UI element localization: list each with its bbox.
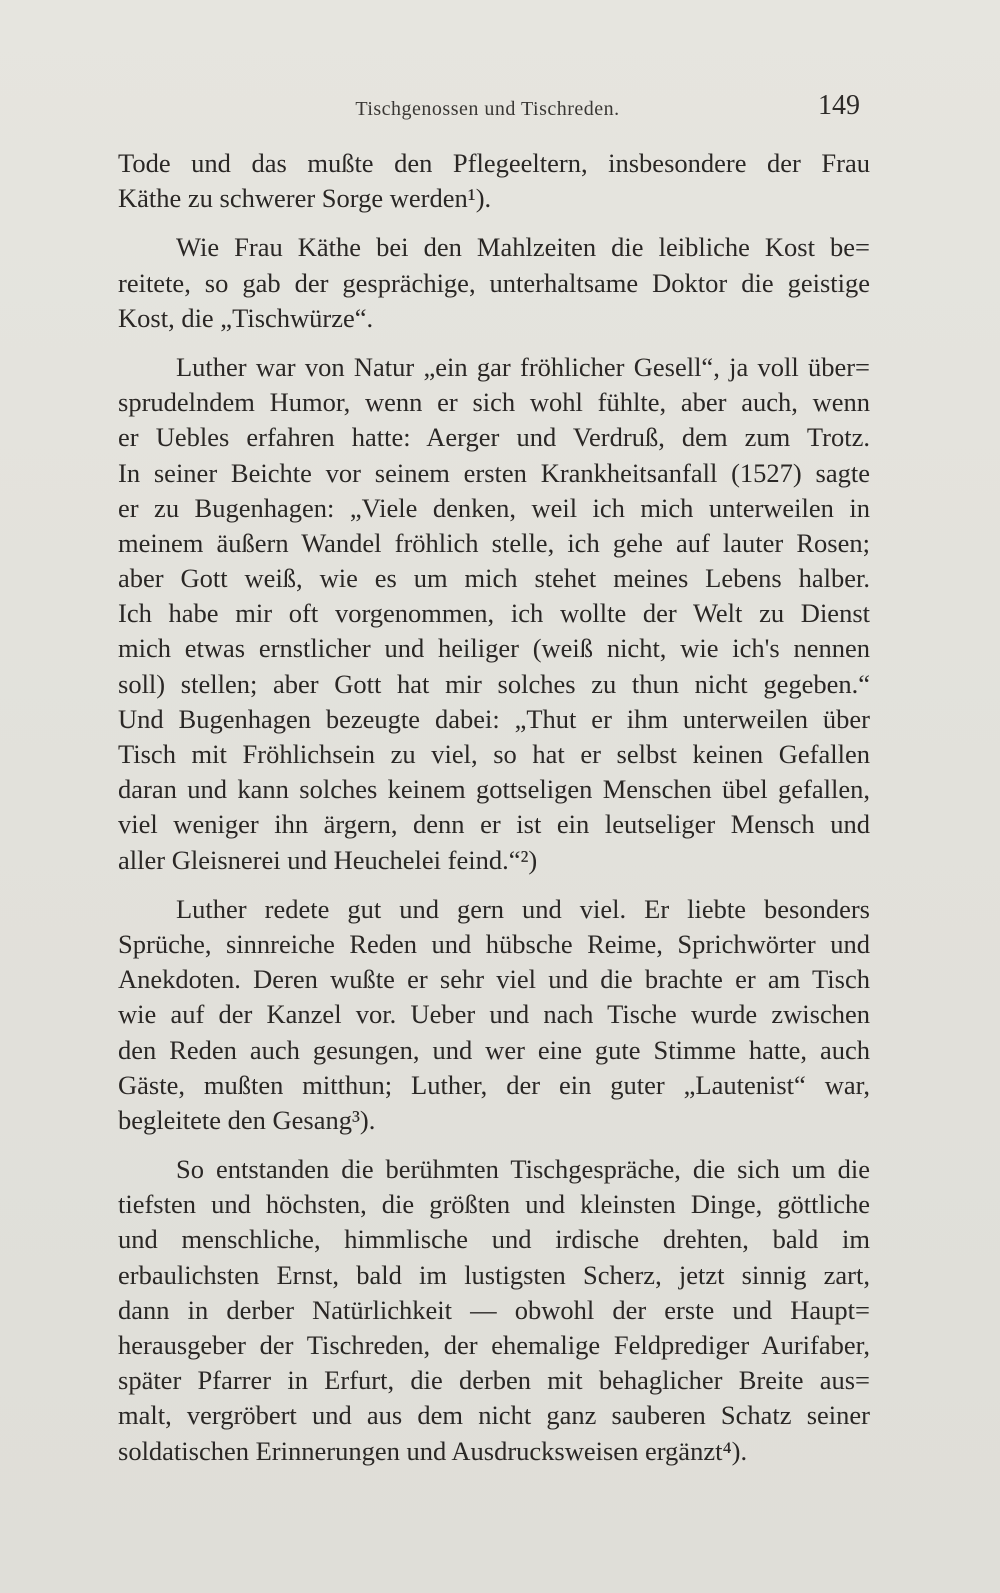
text-line: meinem äußern Wandel fröhlich stelle, ich gehe auf lauter Rosen; <box>118 527 870 558</box>
text-line: tiefsten und höchsten, die größten und kleinsten Dinge, göttliche <box>118 1189 870 1220</box>
text-line: Tisch mit Fröhlichsein zu viel, so hat er selbst keinen Gefallen <box>118 739 870 769</box>
page-number: 149 <box>818 90 860 121</box>
text-line: begleitete den Gesang³). <box>118 1104 376 1135</box>
text-line: Wie Frau Käthe bei den Mahlzeiten die leibliche Kost be= <box>176 232 870 263</box>
running-title: Tischgenossen und Tischreden. <box>355 98 620 120</box>
paragraph <box>118 1152 870 1469</box>
text-line: Luther redete gut und gern und viel. Er liebte besonders <box>176 893 870 924</box>
text-line: Ich habe mir oft vorgenommen, ich wollte der Welt zu Dienst <box>118 598 870 629</box>
text-line: herausgeber der Tischreden, der ehemalige Feldprediger Aurifaber, <box>118 1330 870 1360</box>
paragraph <box>118 230 870 336</box>
text-line: aller Gleisnerei und Heuchelei feind.“²) <box>118 844 538 875</box>
text-line: viel weniger ihn ärgern, denn er ist ein leutseliger Mensch und <box>118 809 870 840</box>
running-head <box>115 88 860 128</box>
text-line: soll) stellen; aber Gott hat mir solches zu thun nicht gegeben.“ <box>118 668 870 699</box>
text-line: In seiner Beichte vor seinem ersten Krankheitsanfall (1527) sagte <box>118 457 870 488</box>
text-line: den Reden auch gesungen, und wer eine gute Stimme hatte, auch <box>118 1034 870 1065</box>
text-line: später Pfarrer in Erfurt, die derben mit behaglicher Breite aus= <box>118 1365 870 1396</box>
text-line: Gäste, mußten mitthun; Luther, der ein guter „Lautenist“ war, <box>118 1069 870 1100</box>
paragraph <box>118 350 870 878</box>
paragraph <box>118 146 870 216</box>
text-line: sprudelndem Humor, wenn er sich wohl fühlte, aber auch, wenn <box>118 387 870 418</box>
text-line: soldatischen Erinnerungen und Ausdrucksweisen ergänzt⁴). <box>118 1435 748 1466</box>
text-line: Anekdoten. Deren wußte er sehr viel und die brachte er am Tisch <box>118 964 870 995</box>
text-line: er zu Bugenhagen: „Viele denken, weil ich mich unterweilen in <box>118 492 870 523</box>
body-text <box>118 146 870 1483</box>
text-line: und menschliche, himmlische und irdische drehten, bald im <box>118 1224 870 1255</box>
text-line: mich etwas ernstlicher und heiliger (weiß nicht, wie ich's nennen <box>118 633 870 664</box>
text-line: Käthe zu schwerer Sorge werden¹). <box>118 183 492 214</box>
text-line: dann in derber Natürlichkeit — obwohl der erste und Haupt= <box>118 1294 870 1325</box>
text-line: erbaulichsten Ernst, bald im lustigsten Scherz, jetzt sinnig zart, <box>118 1259 870 1290</box>
text-line: Tode und das mußte den Pflegeeltern, insbesondere der Frau <box>118 148 870 178</box>
text-line: aber Gott weiß, wie es um mich stehet meines Lebens halber. <box>118 563 870 594</box>
text-line: daran und kann solches keinem gottseligen Menschen übel gefallen, <box>118 774 870 805</box>
text-line: So entstanden die berühmten Tischgespräche, die sich um die <box>176 1154 870 1185</box>
text-line: reitete, so gab der gesprächige, unterhaltsame Doktor die geistige <box>118 267 870 298</box>
text-line: Und Bugenhagen bezeugte dabei: „Thut er ihm unterweilen über <box>118 703 870 734</box>
text-line: malt, vergröbert und aus dem nicht ganz sauberen Schatz seiner <box>118 1400 870 1431</box>
text-line: Sprüche, sinnreiche Reden und hübsche Reime, Sprichwörter und <box>118 928 870 959</box>
paragraph <box>118 892 870 1138</box>
text-line: er Uebles erfahren hatte: Aerger und Verdruß, dem zum Trotz. <box>118 422 870 453</box>
text-line: Luther war von Natur „ein gar fröhlicher Gesell“, ja voll über= <box>176 351 870 382</box>
text-line: Kost, die „Tischwürze“. <box>118 302 374 333</box>
text-line: wie auf der Kanzel vor. Ueber und nach Tische wurde zwischen <box>118 999 870 1030</box>
